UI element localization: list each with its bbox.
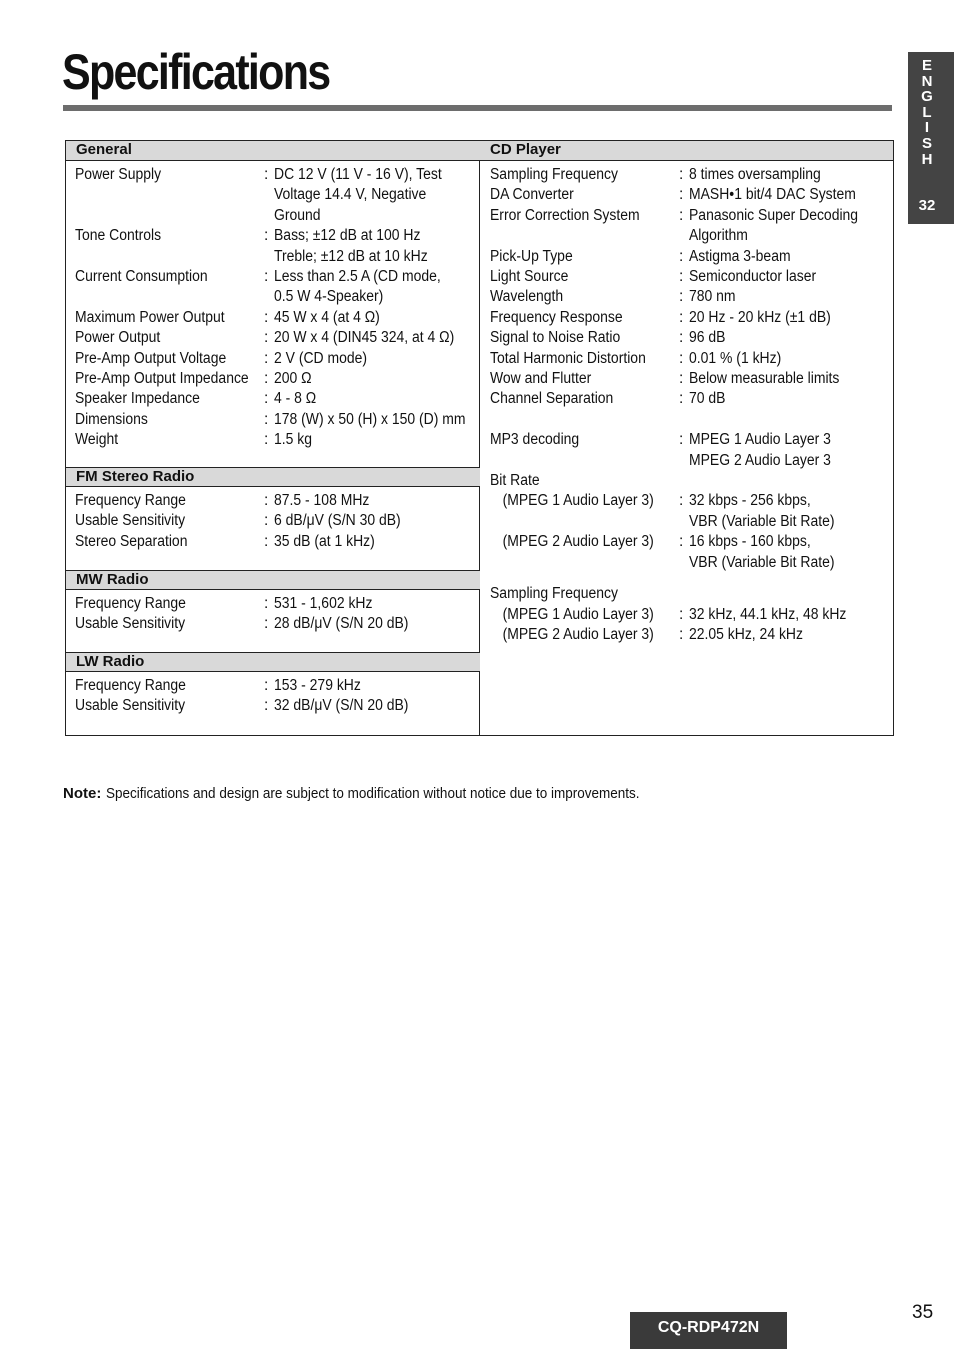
spec-value: 70 dB [689, 390, 726, 408]
spec-value: 4 - 8 Ω [274, 390, 317, 408]
spec-value: 0.5 W 4-Speaker) [274, 288, 384, 306]
spec-row [75, 206, 475, 226]
spec-row [75, 532, 475, 552]
spec-colon: : [679, 247, 684, 265]
spec-row [75, 676, 475, 696]
spec-label: Sampling Frequency [490, 585, 618, 603]
spec-row [490, 491, 890, 511]
spec-row [490, 625, 890, 645]
spec-value: MPEG 1 Audio Layer 3 [689, 431, 831, 449]
spec-value: Semiconductor laser [689, 268, 817, 286]
spec-row [490, 512, 890, 532]
spec-colon: : [264, 410, 269, 428]
spec-colon: : [264, 349, 269, 367]
spec-label: Signal to Noise Ratio [490, 329, 621, 347]
spec-label: Pick-Up Type [490, 247, 573, 265]
spec-value: 96 dB [689, 329, 726, 347]
spec-row [490, 584, 890, 604]
spec-value: 0.01 % (1 kHz) [689, 349, 782, 367]
spec-row [75, 389, 475, 409]
section-heading-general: General [66, 141, 480, 161]
column-divider [479, 141, 480, 735]
spec-label: (MPEG 1 Audio Layer 3) [502, 492, 654, 510]
spec-row [75, 594, 475, 614]
spec-value: 32 dB/μV (S/N 20 dB) [274, 697, 409, 715]
spec-value: 22.05 kHz, 24 kHz [689, 625, 803, 643]
spec-row [75, 410, 475, 430]
spec-label: Sampling Frequency [490, 166, 618, 183]
specifications-table [65, 140, 894, 736]
spec-row [75, 491, 475, 511]
cd-rows [490, 165, 890, 645]
spec-value: 2 V (CD mode) [274, 349, 368, 367]
spec-label: Power Output [75, 329, 161, 347]
spec-label: Pre-Amp Output Voltage [75, 349, 227, 367]
spec-row [490, 185, 890, 205]
spec-value: Voltage 14.4 V, Negative [274, 186, 427, 204]
row-spacer [490, 573, 890, 584]
spec-value: Less than 2.5 A (CD mode, [274, 268, 441, 286]
note-label: Note: [63, 785, 102, 802]
spec-label: Total Harmonic Distortion [490, 349, 646, 367]
spec-row [75, 247, 475, 267]
spec-colon: : [679, 492, 684, 510]
spec-row [490, 605, 890, 625]
spec-value: 16 kbps - 160 kbps, [689, 533, 811, 551]
spec-colon: : [264, 268, 269, 286]
spec-colon: : [264, 512, 269, 530]
spec-label: Frequency Range [75, 492, 186, 509]
spec-colon: : [679, 186, 684, 204]
spec-colon: : [264, 166, 269, 183]
spec-colon: : [679, 625, 684, 643]
spec-label: Wavelength [490, 288, 564, 306]
spec-row [490, 165, 890, 185]
spec-value: 8 times oversampling [689, 166, 821, 183]
spec-colon: : [679, 166, 684, 183]
spec-row [490, 308, 890, 328]
language-letter: I [924, 119, 930, 137]
spec-colon: : [679, 370, 684, 388]
spec-label: Usable Sensitivity [75, 697, 186, 715]
spec-value: Ground [274, 206, 321, 224]
spec-label: (MPEG 2 Audio Layer 3) [502, 625, 654, 643]
spec-value: 32 kbps - 256 kbps, [689, 492, 811, 510]
spec-colon: : [679, 329, 684, 347]
fm-rows [75, 491, 475, 552]
spec-row [490, 267, 890, 287]
spec-row [490, 451, 890, 471]
spec-value: 153 - 279 kHz [274, 677, 361, 694]
spec-value: 780 nm [689, 288, 736, 306]
spec-value: Panasonic Super Decoding [689, 206, 859, 224]
language-tab-letters [908, 58, 946, 167]
spec-colon: : [679, 268, 684, 286]
spec-row [75, 511, 475, 531]
spec-row [75, 614, 475, 634]
spec-label: Usable Sensitivity [75, 512, 186, 530]
spec-label: Stereo Separation [75, 532, 188, 550]
spec-row [490, 328, 890, 348]
spec-row [75, 328, 475, 348]
language-letter: N [921, 72, 933, 90]
spec-row [490, 553, 890, 573]
spec-colon: : [264, 492, 269, 509]
spec-colon: : [679, 431, 684, 449]
spec-label: Bit Rate [490, 472, 540, 490]
spec-label: Weight [75, 431, 119, 449]
spec-value: 35 dB (at 1 kHz) [274, 532, 375, 550]
spec-colon: : [679, 288, 684, 306]
spec-label: DA Converter [490, 186, 574, 204]
lw-rows [75, 676, 475, 717]
spec-row [75, 349, 475, 369]
spec-row [490, 287, 890, 307]
spec-value: Algorithm [689, 227, 748, 245]
section-heading-mw: MW Radio [66, 570, 480, 590]
spec-label: Maximum Power Output [75, 308, 225, 326]
model-badge: CQ-RDP472N [630, 1312, 787, 1349]
spec-colon: : [264, 697, 269, 715]
spec-value: Treble; ±12 dB at 10 kHz [274, 247, 428, 265]
spec-colon: : [264, 431, 269, 449]
spec-label: MP3 decoding [490, 431, 580, 449]
spec-row [75, 226, 475, 246]
spec-value: 1.5 kg [274, 431, 313, 449]
spec-colon: : [679, 390, 684, 408]
language-letter: H [921, 150, 933, 168]
spec-colon: : [264, 390, 269, 408]
spec-value: 87.5 - 108 MHz [274, 492, 370, 509]
spec-label: Current Consumption [75, 268, 208, 286]
spec-row [75, 369, 475, 389]
spec-row [490, 349, 890, 369]
language-letter: L [922, 103, 932, 121]
title-rule [63, 105, 892, 111]
spec-label: Speaker Impedance [75, 390, 200, 408]
spec-value: 32 kHz, 44.1 kHz, 48 kHz [689, 605, 847, 623]
spec-colon: : [264, 308, 269, 326]
spec-colon: : [264, 532, 269, 550]
spec-value: 45 W x 4 (at 4 Ω) [274, 308, 380, 326]
section-heading-fm: FM Stereo Radio [66, 467, 480, 487]
language-letter: S [921, 134, 932, 152]
spec-row [490, 471, 890, 491]
spec-colon: : [264, 677, 269, 694]
spec-value: MPEG 2 Audio Layer 3 [689, 451, 831, 469]
spec-value: 20 W x 4 (DIN45 324, at 4 Ω) [274, 329, 455, 347]
section-heading-cd: CD Player [480, 141, 893, 161]
spec-row [75, 165, 475, 185]
spec-value: Astigma 3-beam [689, 247, 791, 265]
spec-label: Wow and Flutter [490, 370, 592, 388]
spec-colon: : [264, 615, 269, 633]
general-rows [75, 165, 475, 451]
spec-label: Usable Sensitivity [75, 615, 186, 633]
spec-row [75, 287, 475, 307]
spec-label: Tone Controls [75, 227, 162, 245]
spec-row [490, 389, 890, 409]
row-spacer [490, 410, 890, 430]
spec-label: Pre-Amp Output Impedance [75, 370, 249, 388]
spec-label: Frequency Range [75, 677, 186, 694]
spec-value: Bass; ±12 dB at 100 Hz [274, 227, 421, 245]
spec-row [490, 430, 890, 450]
spec-colon: : [264, 329, 269, 347]
spec-colon: : [679, 605, 684, 623]
spec-row [75, 267, 475, 287]
spec-row [490, 369, 890, 389]
spec-label: Frequency Response [490, 308, 623, 326]
spec-value: 200 Ω [274, 370, 312, 388]
language-tab [908, 52, 954, 224]
spec-row [490, 206, 890, 226]
spec-value: 28 dB/μV (S/N 20 dB) [274, 615, 409, 633]
spec-label: Dimensions [75, 410, 148, 428]
spec-colon: : [679, 349, 684, 367]
section-heading-lw: LW Radio [66, 652, 480, 672]
spec-value: 6 dB/μV (S/N 30 dB) [274, 512, 401, 530]
spec-value: DC 12 V (11 V - 16 V), Test [274, 166, 442, 183]
spec-row [490, 226, 890, 246]
spec-value: VBR (Variable Bit Rate) [689, 512, 835, 530]
spec-label: Power Supply [75, 166, 162, 183]
spec-row [75, 430, 475, 450]
spec-colon: : [679, 308, 684, 326]
spec-value: VBR (Variable Bit Rate) [689, 553, 835, 571]
spec-row [75, 308, 475, 328]
spec-label: Channel Separation [490, 390, 614, 408]
spec-label: Frequency Range [75, 595, 186, 612]
spec-colon: : [264, 370, 269, 388]
page-number: 35 [912, 1302, 934, 1323]
spec-value: 20 Hz - 20 kHz (±1 dB) [689, 308, 831, 326]
page-title: Specifications [62, 44, 330, 100]
spec-colon: : [679, 206, 684, 224]
spec-colon: : [264, 227, 269, 245]
spec-row [75, 696, 475, 716]
spec-row [490, 247, 890, 267]
spec-colon: : [264, 595, 269, 612]
spec-label: Error Correction System [490, 206, 640, 224]
spec-row [75, 185, 475, 205]
note-text: Specifications and design are subject to modification without notice due to improvements. [105, 785, 640, 802]
note [63, 785, 698, 802]
language-letter: E [921, 57, 932, 74]
language-tab-number: 32 [918, 197, 936, 214]
spec-label: (MPEG 1 Audio Layer 3) [502, 605, 654, 623]
spec-row [490, 532, 890, 552]
spec-colon: : [679, 533, 684, 551]
spec-value: 531 - 1,602 kHz [274, 595, 373, 612]
spec-value: 178 (W) x 50 (H) x 150 (D) mm [274, 410, 466, 428]
spec-value: Below measurable limits [689, 370, 840, 388]
spec-label: (MPEG 2 Audio Layer 3) [502, 533, 654, 551]
mw-rows [75, 594, 475, 635]
language-letter: G [921, 88, 933, 106]
spec-label: Light Source [490, 268, 569, 286]
spec-value: MASH•1 bit/4 DAC System [689, 186, 856, 204]
